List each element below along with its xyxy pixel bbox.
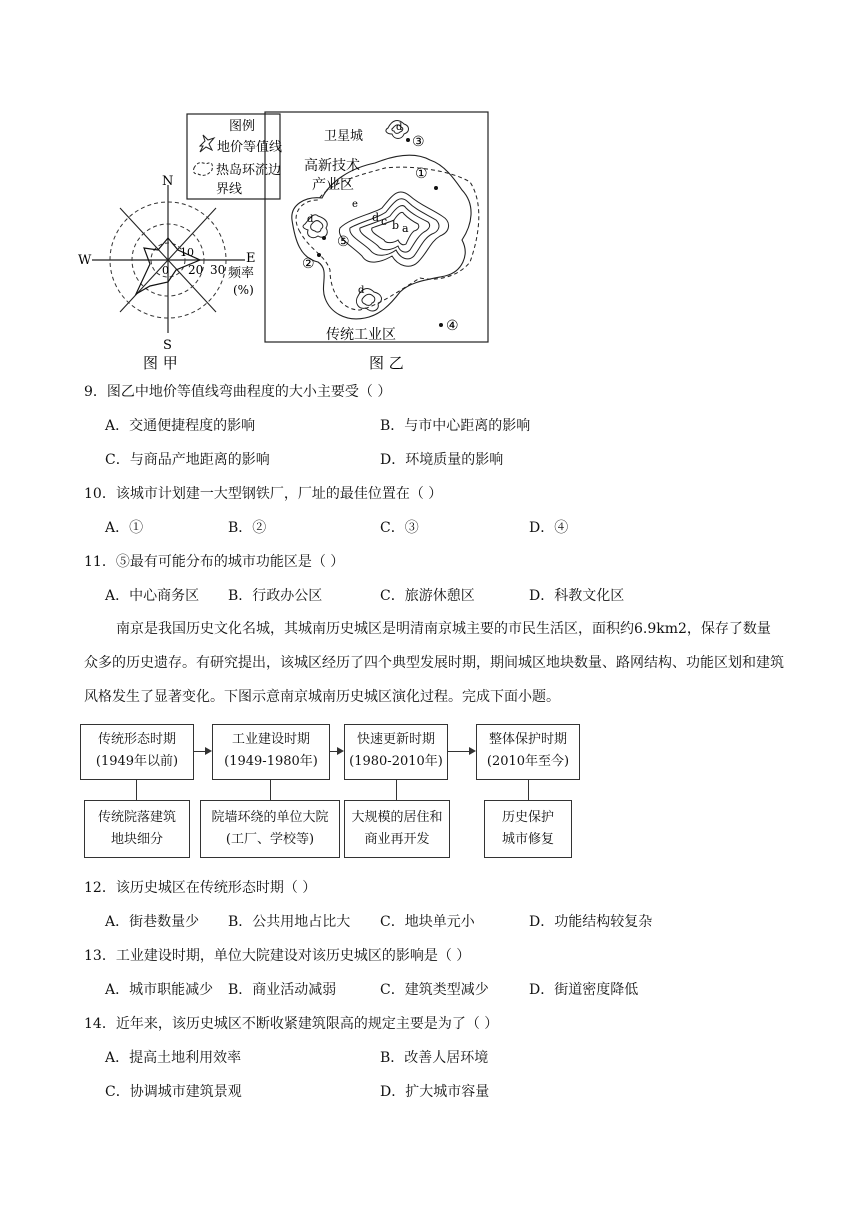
compass-w: W bbox=[78, 253, 92, 268]
q13-option-c: C．建筑类型减少 bbox=[380, 982, 489, 998]
hightech-label-2: 产业区 bbox=[312, 177, 354, 193]
q13-option-a: A．城市职能减少 bbox=[105, 982, 214, 998]
marker-5: ⑤ bbox=[337, 234, 350, 250]
q9-option-b: B．与市中心距离的影响 bbox=[380, 418, 531, 434]
caption-yi: 图 乙 bbox=[369, 354, 404, 372]
q12-option-d: D．功能结构较复杂 bbox=[529, 914, 653, 930]
period-4-years: (2010年至今) bbox=[486, 754, 570, 769]
period-4-title: 整体保护时期 bbox=[488, 732, 567, 747]
q14-option-b: B．改善人居环境 bbox=[380, 1050, 489, 1066]
period-1-box bbox=[80, 724, 194, 780]
q10-option-d: D．④ bbox=[529, 520, 569, 536]
legend bbox=[187, 114, 282, 199]
ring-10-label: 10 bbox=[180, 246, 194, 259]
q11-option-a: A．中心商务区 bbox=[105, 588, 200, 604]
marker-3: ③ bbox=[412, 134, 425, 150]
compass-n: N bbox=[162, 174, 174, 189]
detail-4-line1: 历史保护 bbox=[501, 810, 554, 825]
q9-option-c: C．与商品产地距离的影响 bbox=[105, 452, 270, 468]
marker-4: ④ bbox=[446, 318, 459, 334]
period-1-years: (1949年以前) bbox=[95, 754, 179, 769]
arrow-1 bbox=[194, 751, 210, 752]
detail-4-box bbox=[484, 800, 572, 858]
q14-option-c: C．协调城市建筑景观 bbox=[105, 1084, 242, 1100]
svg-text:d: d bbox=[307, 214, 314, 225]
q11-option-d: D．科教文化区 bbox=[529, 588, 625, 604]
period-1-title: 传统形态时期 bbox=[97, 732, 176, 747]
period-2-title: 工业建设时期 bbox=[231, 732, 310, 747]
arrow-2 bbox=[330, 751, 342, 752]
detail-2-line2: (工厂、学校等) bbox=[225, 832, 315, 847]
marker-1: ① bbox=[415, 166, 428, 182]
svg-text:d: d bbox=[396, 122, 403, 133]
detail-2-line1: 院墙环绕的单位大院 bbox=[211, 810, 329, 825]
arrow-3 bbox=[448, 751, 474, 752]
q13-option-d: D．街道密度降低 bbox=[529, 982, 639, 998]
svg-text:c: c bbox=[381, 215, 388, 228]
svg-text:e: e bbox=[352, 199, 358, 210]
period-2-years: (1949-1980年) bbox=[224, 754, 318, 769]
map-figure bbox=[0, 0, 860, 380]
legend-item2-line2: 界线 bbox=[216, 182, 243, 197]
ring-0-label: 0 bbox=[162, 264, 169, 277]
detail-2-box bbox=[200, 800, 340, 858]
q11-option-b: B．行政办公区 bbox=[228, 588, 323, 604]
q14-option-d: D．扩大城市容量 bbox=[380, 1084, 490, 1100]
detail-1-line1: 传统院落建筑 bbox=[97, 810, 176, 825]
legend-item2-line1: 热岛环流边 bbox=[216, 163, 282, 178]
q12-stem: 12．该历史城区在传统形态时期（ ） bbox=[84, 880, 317, 896]
connector-3 bbox=[396, 780, 397, 800]
freq-unit: (%) bbox=[233, 283, 254, 297]
q13-stem: 13．工业建设时期，单位大院建设对该历史城区的影响是（ ） bbox=[84, 948, 471, 964]
period-3-title: 快速更新时期 bbox=[356, 732, 435, 747]
q10-option-c: C．③ bbox=[380, 520, 419, 536]
svg-text:d: d bbox=[358, 285, 365, 296]
connector-1 bbox=[136, 780, 137, 800]
q9-option-d: D．环境质量的影响 bbox=[380, 452, 504, 468]
period-3-box bbox=[344, 724, 448, 780]
period-4-box bbox=[476, 724, 580, 780]
q12-option-b: B．公共用地占比大 bbox=[228, 914, 351, 930]
legend-item1: 地价等值线 bbox=[217, 140, 283, 155]
svg-text:a: a bbox=[402, 222, 409, 235]
detail-3-box bbox=[344, 800, 450, 858]
ring-20-label: 20 bbox=[188, 263, 204, 277]
q9-option-a: A．交通便捷程度的影响 bbox=[105, 418, 256, 434]
satellite-city-label: 卫星城 bbox=[324, 129, 364, 144]
q14-option-a: A．提高土地利用效率 bbox=[105, 1050, 242, 1066]
q12-option-c: C．地块单元小 bbox=[380, 914, 475, 930]
detail-1-box bbox=[84, 800, 190, 858]
detail-1-line2: 地块细分 bbox=[110, 832, 163, 847]
compass-e: E bbox=[246, 251, 256, 266]
detail-4-line2: 城市修复 bbox=[501, 832, 554, 847]
marker-2: ② bbox=[302, 256, 315, 272]
svg-text:b: b bbox=[392, 219, 400, 232]
city-map bbox=[265, 112, 488, 372]
compass-s: S bbox=[163, 338, 172, 353]
q11-stem: 11．⑤最有可能分布的城市功能区是（ ） bbox=[84, 554, 345, 570]
q11-option-c: C．旅游休憩区 bbox=[380, 588, 475, 604]
hightech-label-1: 高新技术 bbox=[304, 158, 360, 174]
connector-2 bbox=[270, 780, 271, 800]
traditional-industry-label: 传统工业区 bbox=[326, 327, 396, 343]
q10-option-a: A．① bbox=[105, 520, 144, 536]
svg-text:d: d bbox=[372, 211, 380, 224]
caption-jia: 图 甲 bbox=[143, 354, 178, 372]
passage: 南京是我国历史文化名城，其城南历史城区是明清南京城主要的市民生活区，面积约6.9km2，保存了数量众多的历史遗存。有研究提出，该城区经历了四个典型发展时期，期间城区地块数量、路网结构、功能区划和建筑风格发生了显著变化。下图示意南京城南历史城区演化过程。完成下面小题。 bbox=[84, 621, 784, 705]
wind-rose bbox=[78, 174, 256, 372]
q10-stem: 10．该城市计划建一大型钢铁厂，厂址的最佳位置在（ ） bbox=[84, 486, 443, 502]
q13-option-b: B．商业活动减弱 bbox=[228, 982, 337, 998]
connector-4 bbox=[528, 780, 529, 800]
period-2-box bbox=[212, 724, 330, 780]
q14-stem: 14．近年来，该历史城区不断收紧建筑限高的规定主要是为了（ ） bbox=[84, 1016, 499, 1032]
detail-3-line1: 大规模的居住和 bbox=[351, 810, 443, 825]
detail-3-line2: 商业再开发 bbox=[364, 832, 430, 847]
period-3-years: (1980-2010年) bbox=[349, 754, 443, 769]
freq-label: 频率 bbox=[228, 266, 255, 281]
legend-title: 图例 bbox=[229, 119, 256, 134]
ring-30-label: 30 bbox=[210, 263, 226, 277]
q10-option-b: B．② bbox=[228, 520, 267, 536]
q12-option-a: A．街巷数量少 bbox=[105, 914, 200, 930]
q9-stem: 9．图乙中地价等值线弯曲程度的大小主要受（ ） bbox=[84, 384, 392, 400]
